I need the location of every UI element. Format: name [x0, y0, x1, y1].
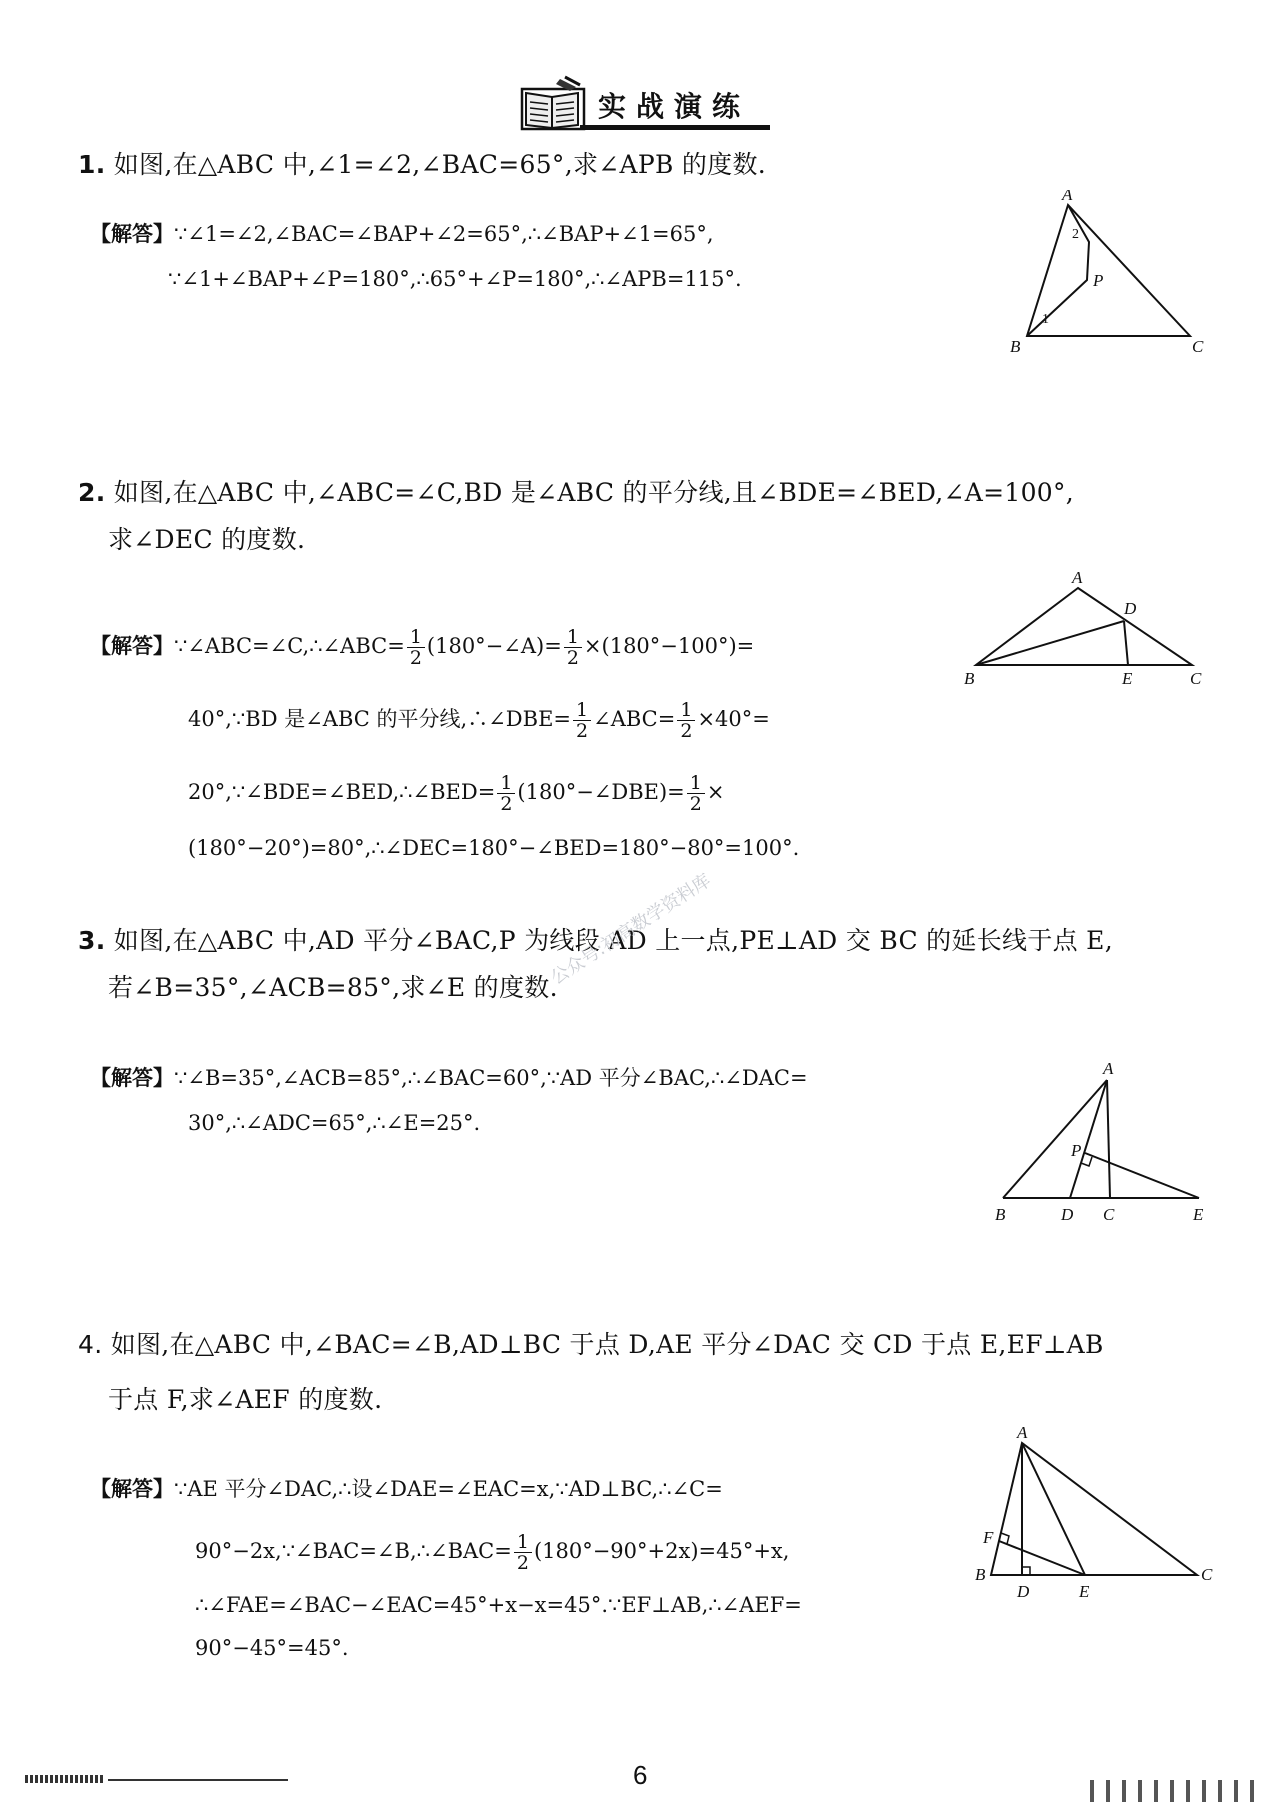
fraction-one-half: $\frac{1}{2}$ — [573, 700, 591, 741]
problem-4-answer-line-1 — [90, 1476, 723, 1502]
fraction-one-half: $\frac{1}{2}$ — [514, 1532, 532, 1573]
problem-number: 4. — [78, 1330, 103, 1359]
problem-3-answer-line-2: 30°,∴∠ADC=65°,∴∠E=25°. — [188, 1111, 481, 1135]
answer-label: 【解答】 — [90, 634, 174, 658]
fraction-one-half: $\frac{1}{2}$ — [564, 627, 582, 668]
answer-text: ∵AE 平分∠DAC,∴设∠DAE=∠EAC=x,∵AD⊥BC,∴∠C= — [174, 1477, 723, 1501]
problem-4-question — [78, 1330, 1104, 1360]
question-text: 如图,在△ABC 中,AD 平分∠BAC,P 为线段 AD 上一点,PE⊥AD 交 BC 的延长线于点 E, — [113, 926, 1113, 955]
fraction-one-half: $\frac{1}{2}$ — [407, 627, 425, 668]
problem-4-answer-line-4: 90°−45°=45°. — [195, 1636, 349, 1660]
segments-ap-bp — [1027, 205, 1089, 336]
label-c: C — [1190, 669, 1202, 688]
problem-3-question-line-2: 若∠B=35°,∠ACB=85°,求∠E 的度数. — [108, 973, 558, 1002]
label-d: D — [1124, 599, 1137, 618]
answer-text: (180°−∠DBE)= — [517, 780, 685, 804]
label-c: C — [1201, 1565, 1213, 1584]
question-text: 如图,在△ABC 中,∠1=∠2,∠BAC=65°,求∠APB 的度数. — [113, 150, 767, 179]
label-c: C — [1192, 337, 1204, 356]
problem-1-answer — [90, 221, 714, 247]
segment-ad — [1070, 1080, 1107, 1198]
label-e: E — [1193, 1205, 1204, 1224]
label-a: A — [1062, 190, 1073, 204]
problem-2-question-line-2: 求∠DEC 的度数. — [108, 525, 306, 554]
answer-text: 20°,∵∠BDE=∠BED,∴∠BED= — [188, 780, 496, 804]
triangle-abc — [1027, 205, 1190, 336]
answer-text: ×(180°−100°)= — [583, 634, 755, 658]
fraction-one-half: $\frac{1}{2}$ — [677, 700, 695, 741]
problem-2-answer-line-3 — [188, 773, 724, 814]
label-p: P — [1093, 271, 1104, 290]
segment-de — [1124, 621, 1128, 665]
segment-bd — [976, 621, 1124, 665]
problem-1-diagram — [1000, 190, 1220, 370]
label-b: B — [995, 1205, 1006, 1224]
answer-label: 【解答】 — [90, 222, 174, 246]
segment-ab — [1003, 1080, 1107, 1198]
problem-4-answer-line-2 — [195, 1532, 789, 1573]
problem-1-answer-line-2: ∵∠1+∠BAP+∠P=180°,∴65°+∠P=180°,∴∠APB=115°. — [168, 267, 742, 291]
label-b: B — [975, 1565, 986, 1584]
open-book-icon — [520, 75, 586, 131]
label-a: A — [1017, 1425, 1028, 1442]
label-p: P — [1071, 1141, 1082, 1160]
section-title: 实战演练 — [598, 90, 751, 123]
problem-3-answer — [90, 1065, 808, 1091]
footer-rule-left — [25, 1775, 105, 1783]
problem-2-diagram — [960, 570, 1220, 690]
problem-1-question — [78, 150, 766, 180]
answer-line: ∵∠B=35°,∠ACB=85°,∴∠BAC=60°,∵AD 平分∠BAC,∴∠DAC= — [174, 1066, 808, 1090]
label-e: E — [1122, 669, 1133, 688]
segment-ac — [1107, 1080, 1110, 1198]
problem-number: 1. — [78, 150, 106, 179]
question-text: 如图,在△ABC 中,∠BAC=∠B,AD⊥BC 于点 D,AE 平分∠DAC 交 CD 于点 E,EF⊥AB — [110, 1330, 1104, 1359]
problem-4-question-line-2: 于点 F,求∠AEF 的度数. — [108, 1385, 383, 1414]
label-a: A — [1103, 1060, 1114, 1078]
answer-label: 【解答】 — [90, 1066, 174, 1090]
label-e: E — [1079, 1582, 1090, 1601]
label-a: A — [1072, 570, 1083, 587]
footer-rule-line — [108, 1779, 288, 1781]
fraction-one-half: $\frac{1}{2}$ — [497, 773, 515, 814]
answer-text: ∠ABC= — [593, 707, 676, 731]
problem-4-answer-line-3: ∴∠FAE=∠BAC−∠EAC=45°+x−x=45°.∵EF⊥AB,∴∠AEF= — [195, 1593, 802, 1617]
segment-pe — [1085, 1153, 1199, 1198]
problem-4-diagram — [965, 1425, 1215, 1615]
problem-number: 3. — [78, 926, 106, 955]
label-f: F — [983, 1528, 994, 1547]
watermark: 公众号:初高数学资料库 — [547, 870, 715, 989]
label-angle-1: 1 — [1042, 312, 1049, 327]
problem-number: 2. — [78, 478, 106, 507]
segment-ae — [1022, 1443, 1085, 1575]
problem-2-answer-line-2 — [188, 700, 770, 741]
page-number: 6 — [633, 1760, 648, 1790]
answer-text: × — [706, 780, 725, 804]
footer-decoration-right — [1090, 1780, 1265, 1802]
answer-label: 【解答】 — [90, 1477, 174, 1501]
answer-text: 90°−2x,∵∠BAC=∠B,∴∠BAC= — [195, 1539, 512, 1563]
label-c: C — [1103, 1205, 1115, 1224]
label-b: B — [1010, 337, 1021, 356]
label-angle-2: 2 — [1072, 227, 1079, 242]
triangle-abc — [976, 588, 1192, 665]
fraction-one-half: $\frac{1}{2}$ — [687, 773, 705, 814]
label-d: D — [1017, 1582, 1030, 1601]
section-header — [520, 75, 780, 135]
answer-text: 40°,∵BD 是∠ABC 的平分线,∴∠DBE= — [188, 707, 571, 731]
problem-3-diagram — [985, 1060, 1225, 1230]
label-b: B — [964, 669, 975, 688]
answer-text: (180°−∠A)= — [426, 634, 562, 658]
right-angle-mark-d — [1022, 1567, 1030, 1575]
answer-text: ∵∠ABC=∠C,∴∠ABC= — [174, 634, 405, 658]
answer-line: ∵∠1=∠2,∠BAC=∠BAP+∠2=65°,∴∠BAP+∠1=65°, — [174, 222, 714, 246]
label-d: D — [1061, 1205, 1074, 1224]
problem-2-answer-line-4: (180°−20°)=80°,∴∠DEC=180°−∠BED=180°−80°=100°. — [188, 836, 800, 860]
problem-2-question — [78, 478, 1074, 508]
answer-text: ×40°= — [697, 707, 770, 731]
header-underline — [580, 125, 770, 130]
problem-2-answer-line-1 — [90, 627, 754, 668]
answer-text: (180°−90°+2x)=45°+x, — [533, 1539, 790, 1563]
question-text: 如图,在△ABC 中,∠ABC=∠C,BD 是∠ABC 的平分线,且∠BDE=∠BED,∠A=100°, — [113, 478, 1075, 507]
